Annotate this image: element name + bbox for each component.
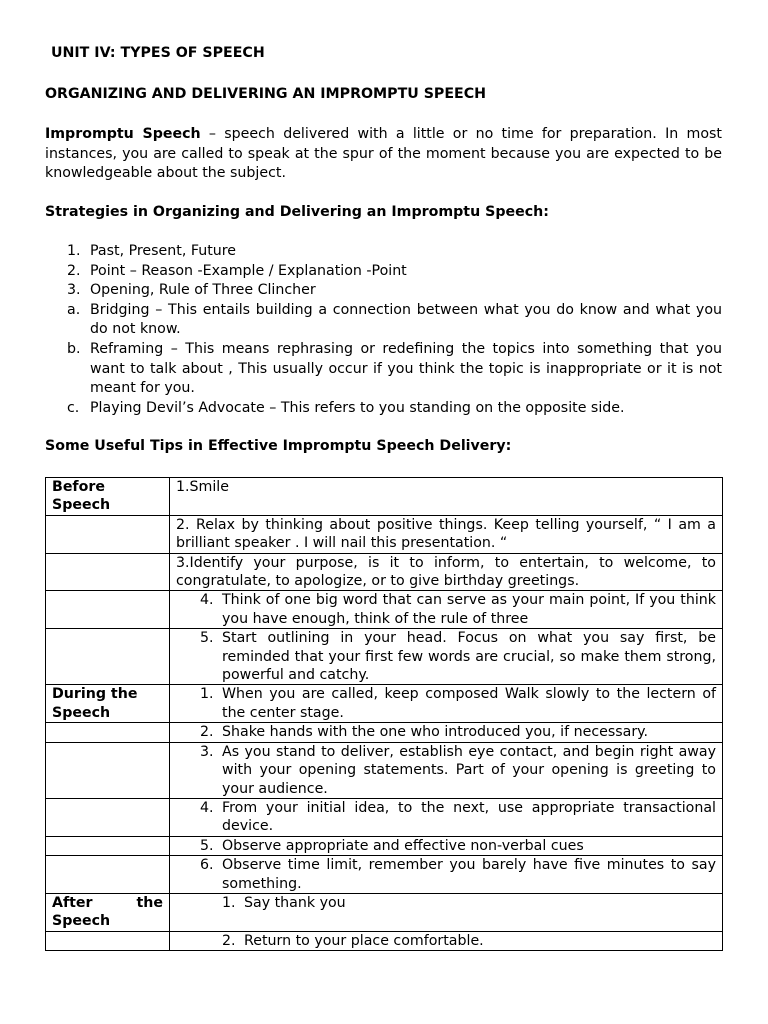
table-cell: 4. Think of one big word that can serve as your main point, If you think you have enough, think of the rule of three [170,591,723,629]
section-title: ORGANIZING AND DELIVERING AN IMPROMPTU SPEECH [45,86,486,102]
table-row [46,836,723,855]
before-speech-label: Before Speech [46,478,170,516]
table-row [46,629,723,685]
definition-term: Impromptu Speech [45,126,201,142]
after-speech-label: After the Speech [46,893,170,931]
table-row [46,931,723,950]
table-row [46,515,723,553]
list-item: b. Reframing – This means rephrasing or redefining the topics into something that you want to talk about , This usually occur if you think the topic is inappropriate or it is not meant for you. [67,340,722,397]
table-row [46,742,723,798]
table-row [46,893,723,931]
list-item: c. Playing Devil’s Advocate – This refers to you standing on the opposite side. [67,399,625,416]
list-item: 3. Opening, Rule of Three Clincher [67,282,316,299]
list-item: 2. Point – Reason -Example / Explanation -Point [67,262,407,279]
definition-text: – speech delivered with a little or no time for preparation. In most instances, you are called to speak at the spur of the moment because you are expected to be knowledgeable about the subject. [45,126,722,182]
table-cell: 1. Say thank you [170,893,723,931]
table-cell: 5. Start outlining in your head. Focus on what you say first, be reminded that your first few words are crucial, so make them strong, powerful and catchy. [170,629,723,685]
table-row [46,553,723,591]
table-cell: 3. As you stand to deliver, establish eye contact, and begin right away with your opening statements. Part of your opening is greeting to your audience. [170,742,723,798]
table-cell: 2. Relax by thinking about positive things. Keep telling yourself, “ I am a brilliant speaker . I will nail this presentation. “ [170,515,723,553]
during-speech-label: During the Speech [46,685,170,723]
definition-paragraph [45,125,722,184]
table-cell: 4. From your initial idea, to the next, use appropriate transactional device. [170,798,723,836]
list-item: a. Bridging – This entails building a connection between what you do know and what you do not know. [67,301,722,338]
tips-table [45,477,723,951]
strategies-list [45,242,722,418]
table-row [46,723,723,742]
strategies-heading: Strategies in Organizing and Delivering an Impromptu Speech: [45,204,549,220]
table-row [46,856,723,894]
table-row [46,478,723,516]
table-row [46,591,723,629]
unit-title: UNIT IV: TYPES OF SPEECH [51,45,265,61]
table-cell: 1.Smile [170,478,723,516]
table-row [46,685,723,723]
table-cell: 2. Return to your place comfortable. [170,931,723,950]
table-row [46,798,723,836]
table-cell: 5. Observe appropriate and effective non-verbal cues [170,836,723,855]
list-item: 1. Past, Present, Future [67,243,237,259]
table-cell: 6. Observe time limit, remember you barely have five minutes to say something. [170,856,723,894]
table-cell: 3.Identify your purpose, is it to inform, to entertain, to welcome, to congratulate, to apologize, or to give birthday greetings. [170,553,723,591]
tips-heading: Some Useful Tips in Effective Impromptu Speech Delivery: [45,438,512,454]
table-cell: 1. When you are called, keep composed Walk slowly to the lectern of the center stage. [170,685,723,723]
table-cell: 2. Shake hands with the one who introduced you, if necessary. [170,723,723,742]
